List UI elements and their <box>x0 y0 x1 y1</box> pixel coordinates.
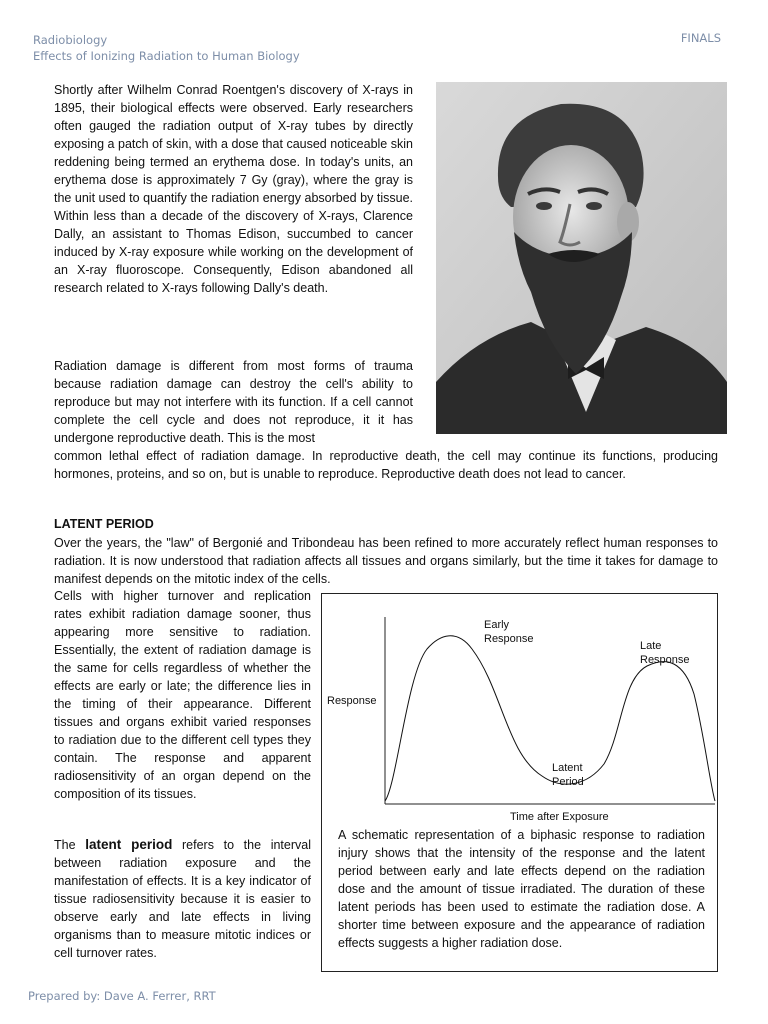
latent-period-heading: LATENT PERIOD <box>54 517 154 531</box>
early-response-label-line2: Response <box>484 633 534 645</box>
bergonie-paragraph: Over the years, the "law" of Bergonié and Tribondeau has been refined to more accurately reflect human responses to radiation. It is now understood that radiation affects all tissues and organs similarly, but the time it takes for damage to manifest depends on the mitotic index of the cells. <box>54 536 718 586</box>
document-subtitle: Effects of Ionizing Radiation to Human Biology <box>33 49 300 63</box>
radiation-damage-paragraph: Radiation damage is different from most forms of trauma because radiation damage can destroy the cell's ability to reproduce but may not interfere with its function. If a cell cannot complete the cell cycle and does not reproduce, it it has undergone reproductive death. This is the most <box>54 359 413 445</box>
roentgen-portrait <box>436 82 727 434</box>
y-axis-label: Response <box>327 695 377 707</box>
latent-period-label-line1: Latent <box>552 762 583 774</box>
x-axis-label: Time after Exposure <box>510 811 609 823</box>
latent-period-definition-paragraph <box>54 836 311 962</box>
term-label: FINALS <box>680 31 721 45</box>
latent-lead-text: The <box>54 838 86 852</box>
turnover-paragraph: Cells with higher turnover and replication rates exhibit radiation damage sooner, thus appearing more sensitive to radiation. Essentially, the extent of radiation damage is the same for cells regardless of whether the effects are early or late; the difference lies in the timing of their appearance. Different tissues and organs exhibit varied responses to radiation due to the different cell types they contain. The response and apparent radiosensitivity of an organ depend on the composition of its tissues. <box>54 589 311 801</box>
late-response-label-line1: Late <box>640 640 662 652</box>
portrait-photo-icon <box>436 82 727 434</box>
figure-caption: A schematic representation of a biphasic response to radiation injury shows that the intensity of the response and the latent period between early and late effects depend on the radiation dose and the amount of tissue irradiated. The duration of these latent periods has been used to estimate the radiation dose. A shorter time between exposure and the appearance of radiation effects suggests a higher radiation dose. <box>338 828 705 950</box>
late-response-label-line2: Response <box>640 654 690 666</box>
prepared-by-footer: Prepared by: Dave A. Ferrer, RRT <box>28 989 216 1003</box>
latent-period-term: latent period <box>85 837 173 852</box>
course-title: Radiobiology <box>33 33 108 47</box>
latent-period-label-line2: Period <box>552 776 584 788</box>
early-response-label-line1: Early <box>484 619 510 631</box>
intro-paragraph: Shortly after Wilhelm Conrad Roentgen's discovery of X-rays in 1895, their biological effects were observed. Early researchers often gauged the radiation output of X-ray tubes by directly exposing a patch of skin, with a dose that caused noticeable skin reddening being termed an erythema dose. In today's units, an erythema dose is approximately 7 Gy (gray), where the gray is the unit used to quantify the radiation energy absorbed by tissue. Within less than a decade of the discovery of X-rays, Clarence Dally, an assistant to Thomas Edison, succumbed to cancer induced by X-ray exposure while working on the development of an X-ray fluoroscope. Consequently, Edison abandoned all research related to X-rays following Dally's death. <box>54 83 413 295</box>
page-header <box>33 32 300 64</box>
radiation-damage-paragraph-continued: common lethal effect of radiation damage. In reproductive death, the cell may continue its functions, producing hormones, proteins, and so on, but is unable to reproduce. Reproductive death does not lead to cancer. <box>54 449 718 481</box>
biphasic-response-diagram <box>322 594 717 824</box>
biphasic-response-figure <box>321 593 718 972</box>
latent-rest-text: refers to the interval between radiation exposure and the manifestation of effects. It is a key indicator of tissue radiosensitivity because it is easier to observe early and late effects in living organisms than to measure mitotic indices or cell turnover rates. <box>54 838 311 960</box>
